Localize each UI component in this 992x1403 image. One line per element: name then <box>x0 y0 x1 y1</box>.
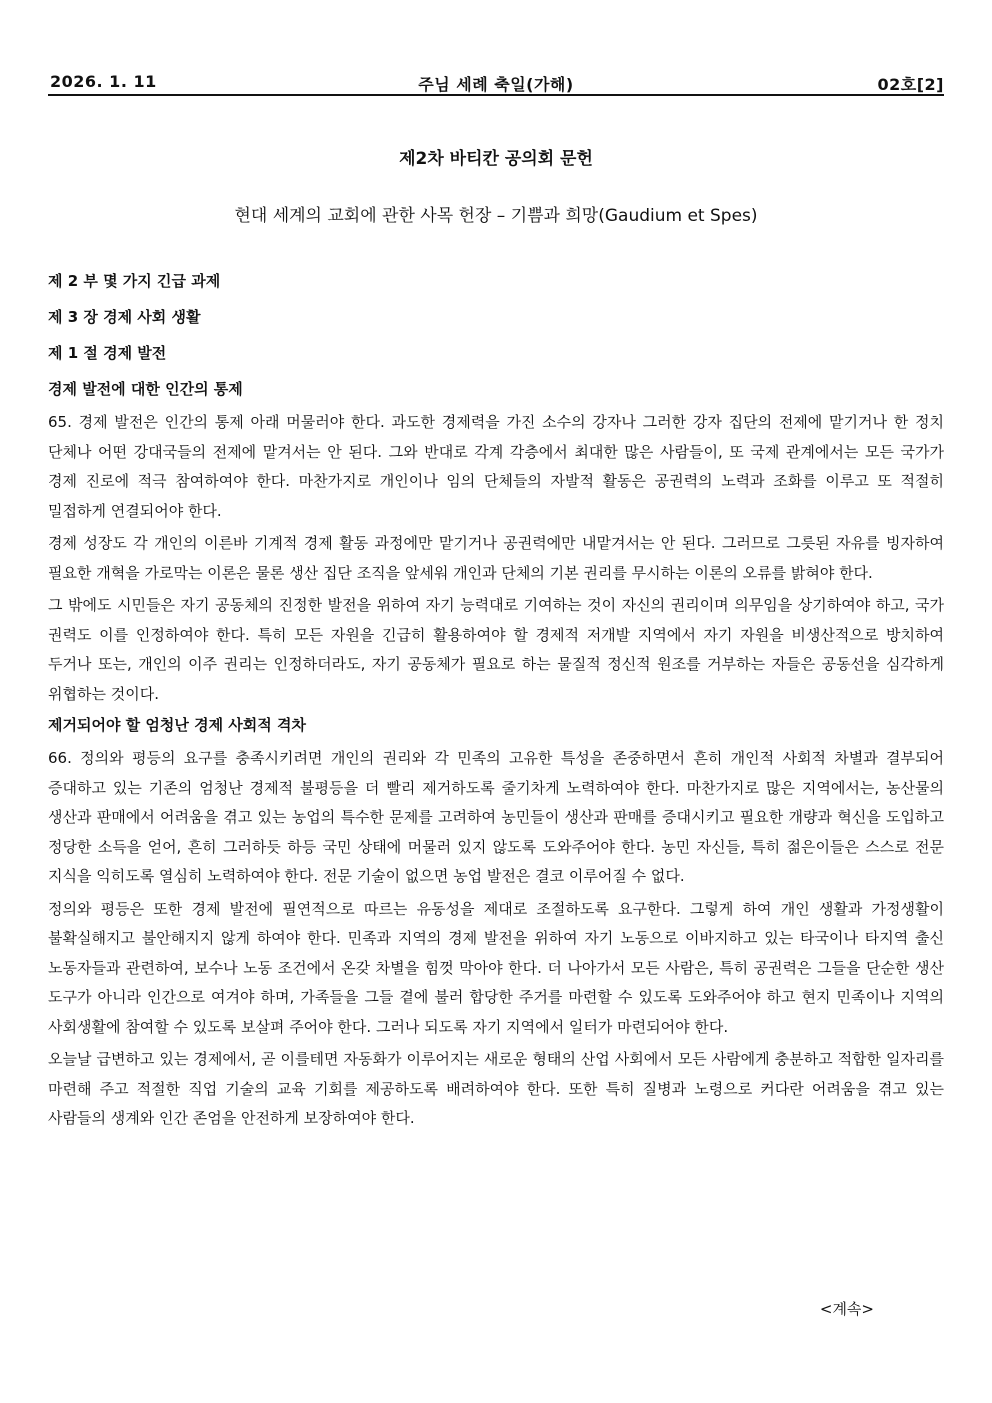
header-issue-number: 02호[2] <box>877 75 944 94</box>
paragraph-citizens: 그 밖에도 시민들은 자기 공동체의 진정한 발전을 위하여 자기 능력대로 기여하는 것이 자신의 권리이며 의무임을 상기하여야 하고, 국가 권력도 이를 인정하여야 한다. 특히 모든 자원을 긴급히 활용하여야 할 경제적 저개발 지역에서 자기 자원을 비생산적으로 방치하여 두거나 또는, 개인의 이주 권리는 인정하더라도, 자기 공동체가 필요로 하는 물질적 정신적 원조를 거부하는 자들은 공동선을 심각하게 위협하는 것이다. <box>48 596 944 703</box>
chapter-heading: 제 3 장 경제 사회 생활 <box>48 308 201 326</box>
subsection-heading-disparity: 제거되어야 할 엄청난 경제 사회적 격차 <box>48 716 306 734</box>
part-heading: 제 2 부 몇 가지 긴급 과제 <box>48 272 221 290</box>
subsection-heading-control: 경제 발전에 대한 인간의 통제 <box>48 380 243 398</box>
paragraph-66: 66. 정의와 평등의 요구를 충족시키려면 개인의 권리와 각 민족의 고유한 특성을 존중하면서 흔히 개인적 사회적 차별과 결부되어 증대하고 있는 기존의 엄청난 경제적 불평등을 더 빨리 제거하도록 줄기차게 노력하여야 한다. 마찬가지로 많은 지역에서는, 농산물의 생산과 판매에서 어려움을 겪고 있는 농업의 특수한 문제를 고려하여 농민들이 생산과 판매를 증대시키고 필요한 개량과 혁신을 도입하고 정당한 소득을 얻어, 흔히 그러하듯 하등 국민 상태에 머물러 있지 않도록 도와주어야 한다. 농민 자신들, 특히 젊은이들은 스스로 전문 지식을 익히도록 열심히 노력하여야 한다. 전문 기술이 없으면 농업 발전은 결코 이루어질 수 없다. <box>48 749 944 885</box>
paragraph-65: 65. 경제 발전은 인간의 통제 아래 머물러야 한다. 과도한 경제력을 가진 소수의 강자나 그러한 강자 집단의 전제에 맡기거나 한 정치 단체나 어떤 강대국들의 전제에 맡겨서는 안 된다. 그와 반대로 각계 각층에서 최대한 많은 사람들이, 또 국제 관계에서는 모든 국가가 경제 진로에 적극 참여하여야 한다. 마찬가지로 개인이나 임의 단체들의 자발적 활동은 공권력의 노력과 조화를 이루고 또 적절히 밀접하게 연결되어야 한다. <box>48 413 944 520</box>
section-heading: 제 1 절 경제 발전 <box>48 344 167 362</box>
document-subtitle: 현대 세계의 교회에 관한 사목 헌장 – 기쁨과 희망(Gaudium et Spes) <box>234 206 758 226</box>
paragraph-justice: 정의와 평등은 또한 경제 발전에 필연적으로 따르는 유동성을 제대로 조절하도록 요구한다. 그렇게 하여 개인 생활과 가정생활이 불확실해지고 불안해지지 않게 하여야 한다. 민족과 지역의 경제 발전을 위하여 자기 노동으로 이바지하고 있는 타국이나 타지역 출신 노동자들과 관련하여, 보수나 노동 조건에서 온갖 차별을 힘껏 막아야 한다. 더 나아가서 모든 사람은, 특히 공권력은 그들을 단순한 생산 도구가 아니라 인간으로 여겨야 하며, 가족들을 그들 곁에 불러 합당한 주거를 마련할 수 있도록 도와주어야 하고 현지 민족이나 지역의 사회생활에 참여할 수 있도록 보살펴 주어야 한다. 그러나 되도록 자기 지역에서 일터가 마련되어야 한다. <box>48 899 944 1036</box>
paragraph-growth: 경제 성장도 각 개인의 이른바 기계적 경제 활동 과정에만 맡기거나 공권력에만 내맡겨서는 안 된다. 그러므로 그릇된 자유를 빙자하여 필요한 개혁을 가로막는 이론은 물론 생산 집단 조직을 앞세워 개인과 단체의 기본 권리를 무시하는 이론의 오류를 밝혀야 한다. <box>48 534 944 582</box>
paragraph-economy-today: 오늘날 급변하고 있는 경제에서, 곧 이를테면 자동화가 이루어지는 새로운 형태의 산업 사회에서 모든 사람에게 충분하고 적합한 일자리를 마련해 주고 적절한 직업 기술의 교육 기회를 제공하도록 배려하여야 한다. 또한 특히 질병과 노령으로 커다란 어려움을 겪고 있는 사람들의 생계와 인간 존엄을 안전하게 보장하여야 한다. <box>48 1050 944 1127</box>
continued-note: <계속> <box>819 1300 874 1318</box>
page-header <box>48 70 944 96</box>
header-date: 2026. 1. 11 <box>50 72 157 91</box>
header-title: 주님 세례 축일(가해) <box>418 75 574 94</box>
document-body <box>48 268 944 1137</box>
document-title: 제2차 바티칸 공의회 문헌 <box>399 149 593 169</box>
